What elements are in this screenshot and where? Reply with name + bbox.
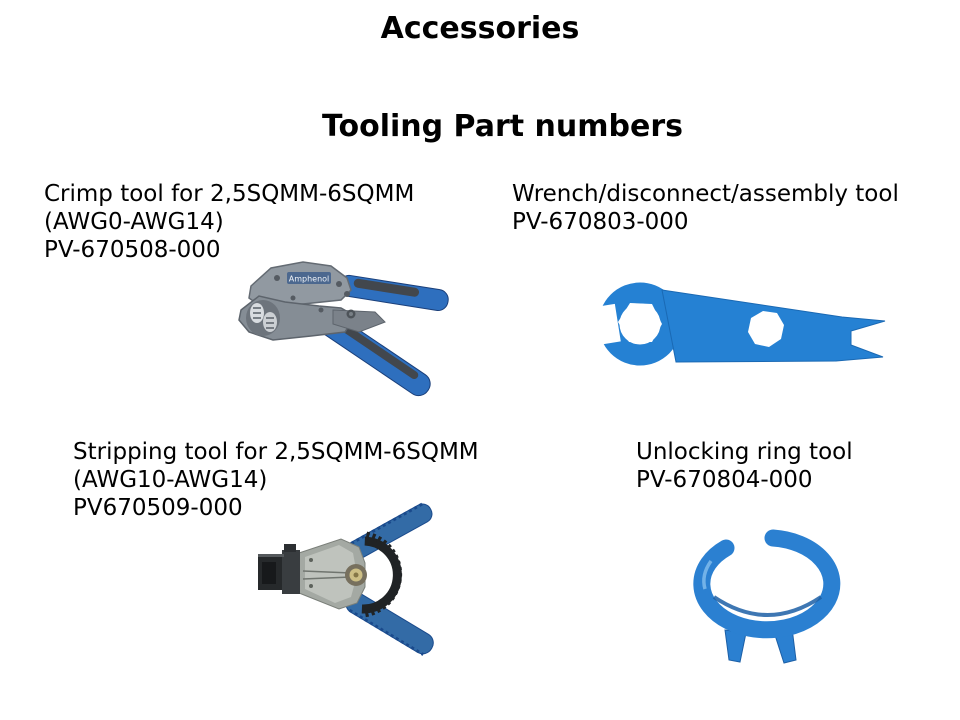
page-title: Accessories [380, 11, 580, 46]
wrench-tool-drawing [596, 270, 890, 372]
unlocking-ring-tool-label [636, 438, 853, 494]
unlocking-ring-tool-title-line: Unlocking ring tool [636, 439, 853, 465]
stripping-tool-awg-line: (AWG10-AWG14) [73, 467, 268, 493]
stripping-tool-title-line: Stripping tool for 2,5SQMM-6SQMM [73, 439, 479, 465]
crimp-tool-awg-line: (AWG0-AWG14) [44, 209, 224, 235]
unlocking-ring-tool-part-number: PV-670804-000 [636, 467, 813, 493]
crimp-tool-image [231, 250, 473, 402]
crimp-tool-brand-text: Amphenol [288, 274, 330, 284]
stripping-tool-drawing [251, 500, 469, 660]
crimp-tool-title-line: Crimp tool for 2,5SQMM-6SQMM [44, 181, 415, 207]
wrench-tool-label [512, 180, 899, 236]
section-title: Tooling Part numbers [322, 109, 683, 144]
wrench-tool-image [596, 270, 890, 372]
stripping-tool-part-number: PV670509-000 [73, 495, 243, 521]
stripping-tool-image [251, 500, 469, 660]
wrench-tool-part-number: PV-670803-000 [512, 209, 689, 235]
unlocking-ring-tool-drawing [693, 527, 843, 672]
crimp-tool-drawing [231, 250, 473, 402]
crimp-tool-part-number: PV-670508-000 [44, 237, 221, 263]
wrench-tool-title-line: Wrench/disconnect/assembly tool [512, 181, 899, 207]
unlocking-ring-tool-image [693, 527, 843, 672]
